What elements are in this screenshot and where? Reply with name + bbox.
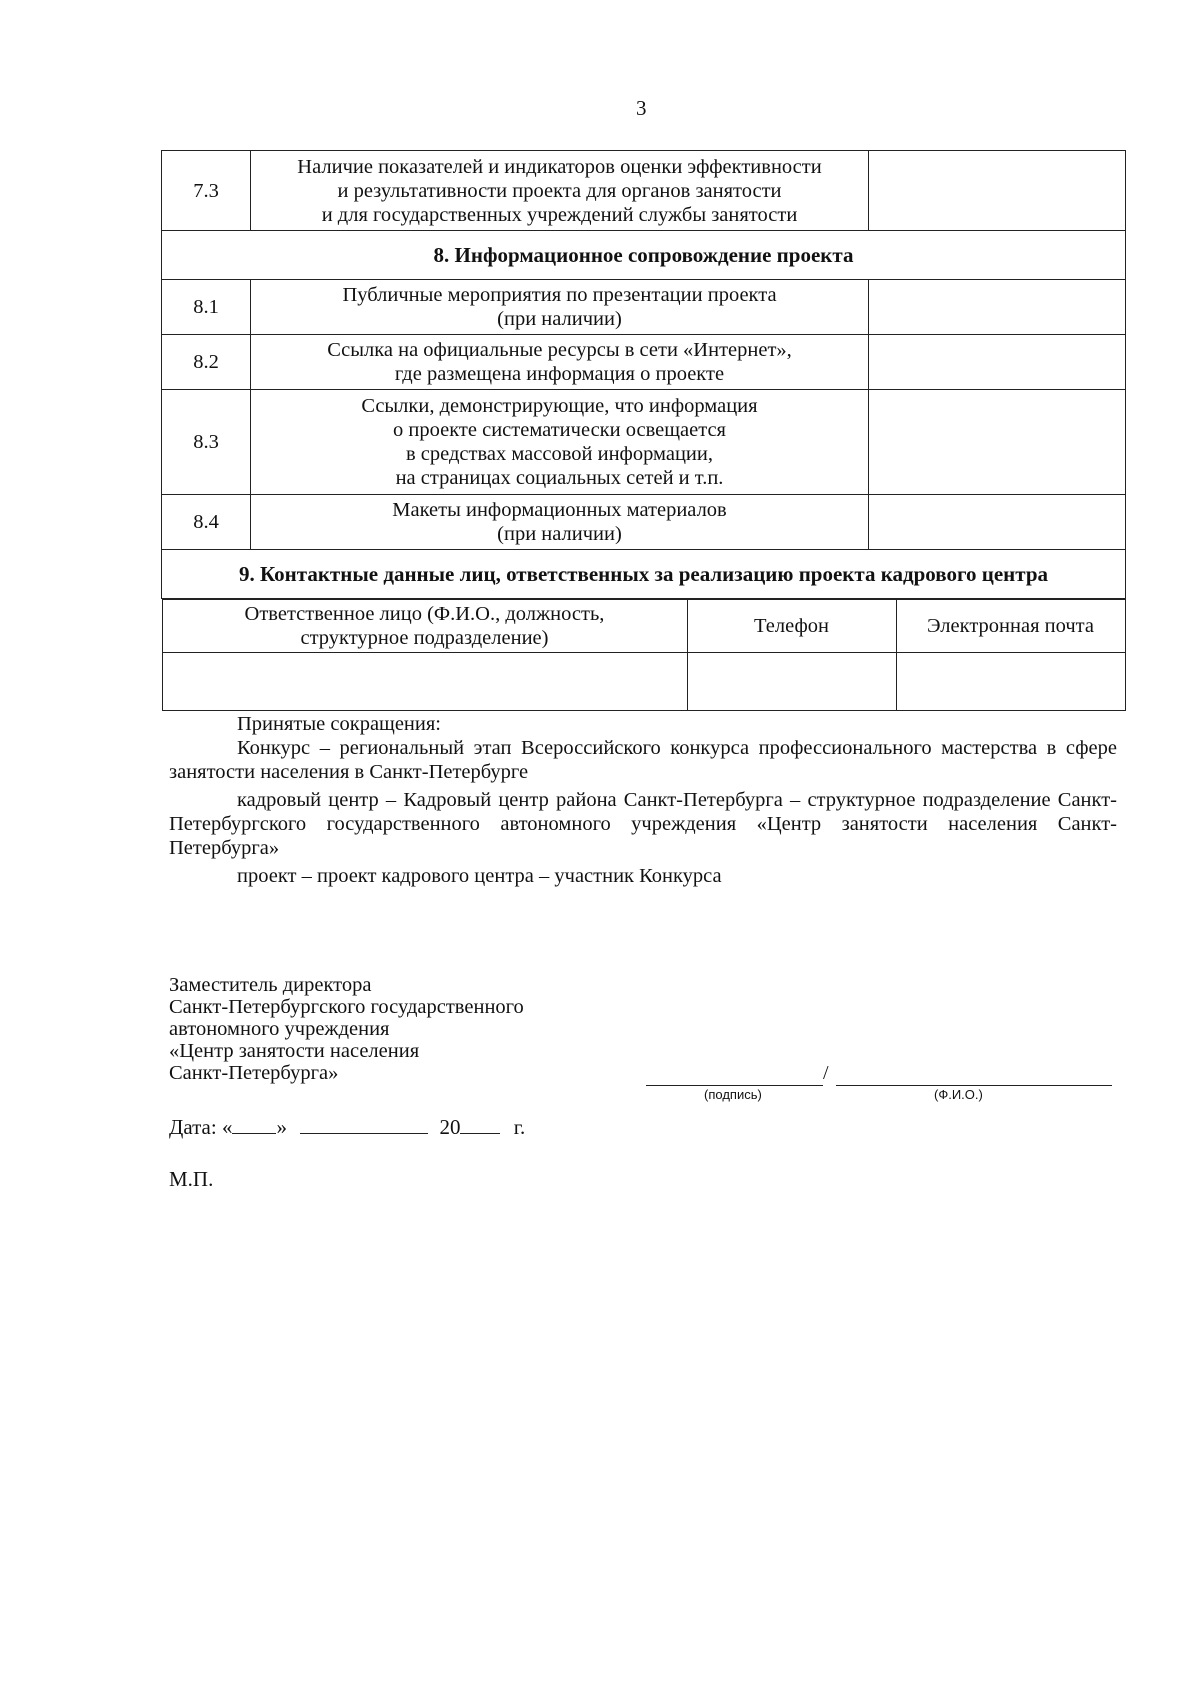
signer-block [169, 974, 524, 1084]
table-row [162, 495, 1126, 550]
row-description [251, 151, 869, 231]
description-line: Макеты информационных материалов [392, 499, 727, 521]
signer-line: автономного учреждения [169, 1018, 390, 1040]
abbreviation-item: кадровый центр – Кадровый центр района Санкт-Петербурга – структурное подразделение Санкт-Петербургского государственного автономного учреждения «Центр занятости населения Санкт-Петербурга» [169, 789, 1117, 859]
row-description [251, 335, 869, 390]
description-line: Публичные мероприятия по презентации проекта [342, 284, 777, 306]
signer-line: Санкт-Петербургского государственного [169, 996, 524, 1018]
value-cell [869, 390, 1126, 495]
signature-slash: / [823, 1062, 829, 1084]
table-row [162, 280, 1126, 335]
header-person [162, 600, 687, 653]
name-caption: (Ф.И.О.) [934, 1087, 983, 1102]
header-person-line: структурное подразделение) [300, 627, 549, 649]
description-line: Ссылка на официальные ресурсы в сети «Интернет», [327, 339, 792, 361]
value-cell [869, 280, 1126, 335]
day-blank [232, 1113, 276, 1134]
description-line: и для государственных учреждений службы занятости [321, 203, 798, 226]
contacts-container [162, 599, 1126, 712]
row-number: 7.3 [162, 151, 251, 231]
row-number: 8.1 [162, 280, 251, 335]
description-line: где размещена информация о проекте [394, 363, 725, 385]
signer-line: Санкт-Петербурга» [169, 1062, 339, 1084]
signer-line: «Центр занятости населения [169, 1040, 420, 1062]
phone-cell [687, 653, 896, 711]
contacts-table [162, 599, 1126, 711]
row-number: 8.2 [162, 335, 251, 390]
contacts-subtable-row [162, 599, 1126, 712]
abbreviation-item: проект – проект кадрового центра – участник Конкурса [237, 865, 722, 887]
signature-line [646, 1085, 823, 1086]
date-line [169, 1113, 525, 1140]
description-line: (при наличии) [497, 308, 622, 330]
signer-line: Заместитель директора [169, 974, 372, 996]
row-description [251, 495, 869, 550]
description-line: Наличие показателей и индикаторов оценки эффективности [297, 155, 822, 178]
value-cell [869, 335, 1126, 390]
row-description [251, 280, 869, 335]
description-line: о проекте систематически освещается [393, 419, 726, 441]
section-row [162, 550, 1126, 599]
section-row [162, 231, 1126, 280]
description-line: в средствах массовой информации, [406, 443, 713, 465]
stamp-mark: М.П. [169, 1167, 214, 1191]
email-cell [896, 653, 1125, 711]
date-label: Дата: « [169, 1115, 233, 1139]
project-table [161, 150, 1126, 711]
year-suffix: г. [513, 1115, 526, 1139]
section-9-title: 9. Контактные данные лиц, ответственных за реализацию проекта кадрового центра [162, 550, 1126, 599]
row-description [251, 390, 869, 495]
header-phone: Телефон [687, 600, 896, 653]
year-blank [460, 1113, 500, 1134]
abbreviations-block [169, 712, 1117, 888]
page-number: 3 [636, 96, 647, 120]
description-line: и результативности проекта для органов занятости [337, 179, 782, 202]
person-cell [162, 653, 687, 711]
year-prefix: 20 [439, 1115, 461, 1139]
header-email: Электронная почта [896, 600, 1125, 653]
abbreviation-item: Конкурс – региональный этап Всероссийского конкурса профессионального мастерства в сфере занятости населения в Санкт-Петербурге [169, 737, 1117, 783]
name-line [836, 1085, 1112, 1086]
month-blank [300, 1113, 428, 1134]
table-row [162, 151, 1126, 231]
description-line: на страницах социальных сетей и т.п. [395, 467, 724, 489]
description-line: Ссылки, демонстрирующие, что информация [361, 395, 758, 417]
abbreviations-heading: Принятые сокращения: [237, 713, 441, 735]
table-row [162, 335, 1126, 390]
header-person-line: Ответственное лицо (Ф.И.О., должность, [244, 603, 605, 625]
description-line: (при наличии) [497, 523, 622, 545]
row-number: 8.3 [162, 390, 251, 495]
table-row [162, 390, 1126, 495]
contacts-header-row [162, 600, 1125, 653]
signature-caption: (подпись) [704, 1087, 762, 1102]
contacts-empty-row [162, 653, 1125, 711]
date-close-quote: » [276, 1115, 287, 1139]
value-cell [869, 151, 1126, 231]
section-8-title: 8. Информационное сопровождение проекта [162, 231, 1126, 280]
row-number: 8.4 [162, 495, 251, 550]
value-cell [869, 495, 1126, 550]
